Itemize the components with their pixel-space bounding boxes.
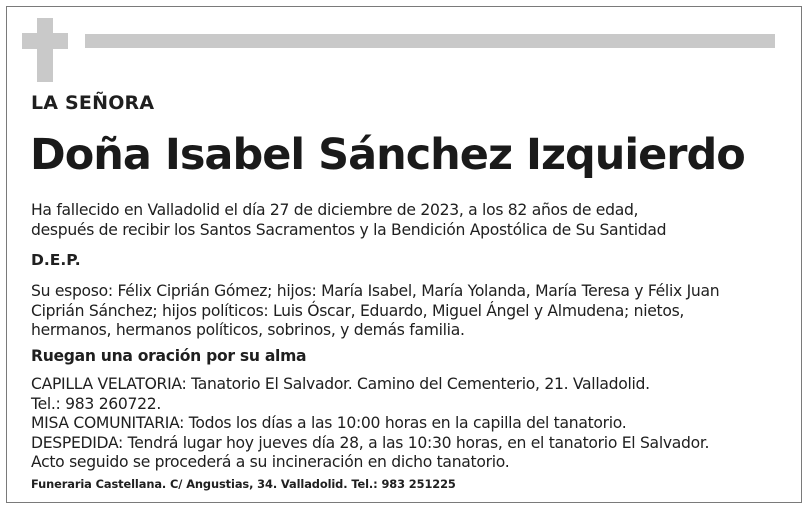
header-rule (85, 34, 775, 48)
prayer-heading: Ruegan una oración por su alma (31, 347, 307, 365)
funeral-home-footer: Funeraria Castellana. C/ Angustias, 34. Valladolid. Tel.: 983 251225 (31, 477, 456, 491)
family-line: hermanos, hermanos políticos, sobrinos, y demás familia. (31, 321, 465, 339)
announcement-line: Ha fallecido en Valladolid el día 27 de diciembre de 2023, a los 82 años de edad, (31, 201, 639, 219)
details-line: MISA COMUNITARIA: Todos los días a las 10:00 horas en la capilla del tanatorio. (31, 414, 627, 432)
deceased-name: Doña Isabel Sánchez Izquierdo (30, 130, 745, 180)
dep-label: D.E.P. (31, 251, 81, 269)
details-line: Acto seguido se procederá a su incineración en dicho tanatorio. (31, 453, 510, 471)
details-line: Tel.: 983 260722. (31, 394, 162, 413)
details-line: DESPEDIDA: Tendrá lugar hoy jueves día 28, a las 10:30 horas, en el tanatorio El Salvador. (31, 433, 710, 452)
announcement-paragraph (31, 201, 666, 240)
details-paragraph (31, 375, 709, 473)
cross-icon-arm (22, 33, 68, 49)
cross-icon (37, 18, 53, 82)
details-line: CAPILLA VELATORIA: Tanatorio El Salvador. Camino del Cementerio, 21. Valladolid. (31, 375, 650, 393)
announcement-line: después de recibir los Santos Sacramentos y la Bendición Apostólica de Su Santidad (31, 220, 667, 239)
family-line: Su esposo: Félix Ciprián Gómez; hijos: María Isabel, María Yolanda, María Teresa y Félix Juan (31, 282, 720, 300)
heading-title: LA SEÑORA (31, 92, 155, 114)
family-line: Ciprián Sánchez; hijos políticos: Luis Óscar, Eduardo, Miguel Ángel y Almudena; nietos, (31, 301, 685, 320)
family-paragraph (31, 282, 719, 341)
